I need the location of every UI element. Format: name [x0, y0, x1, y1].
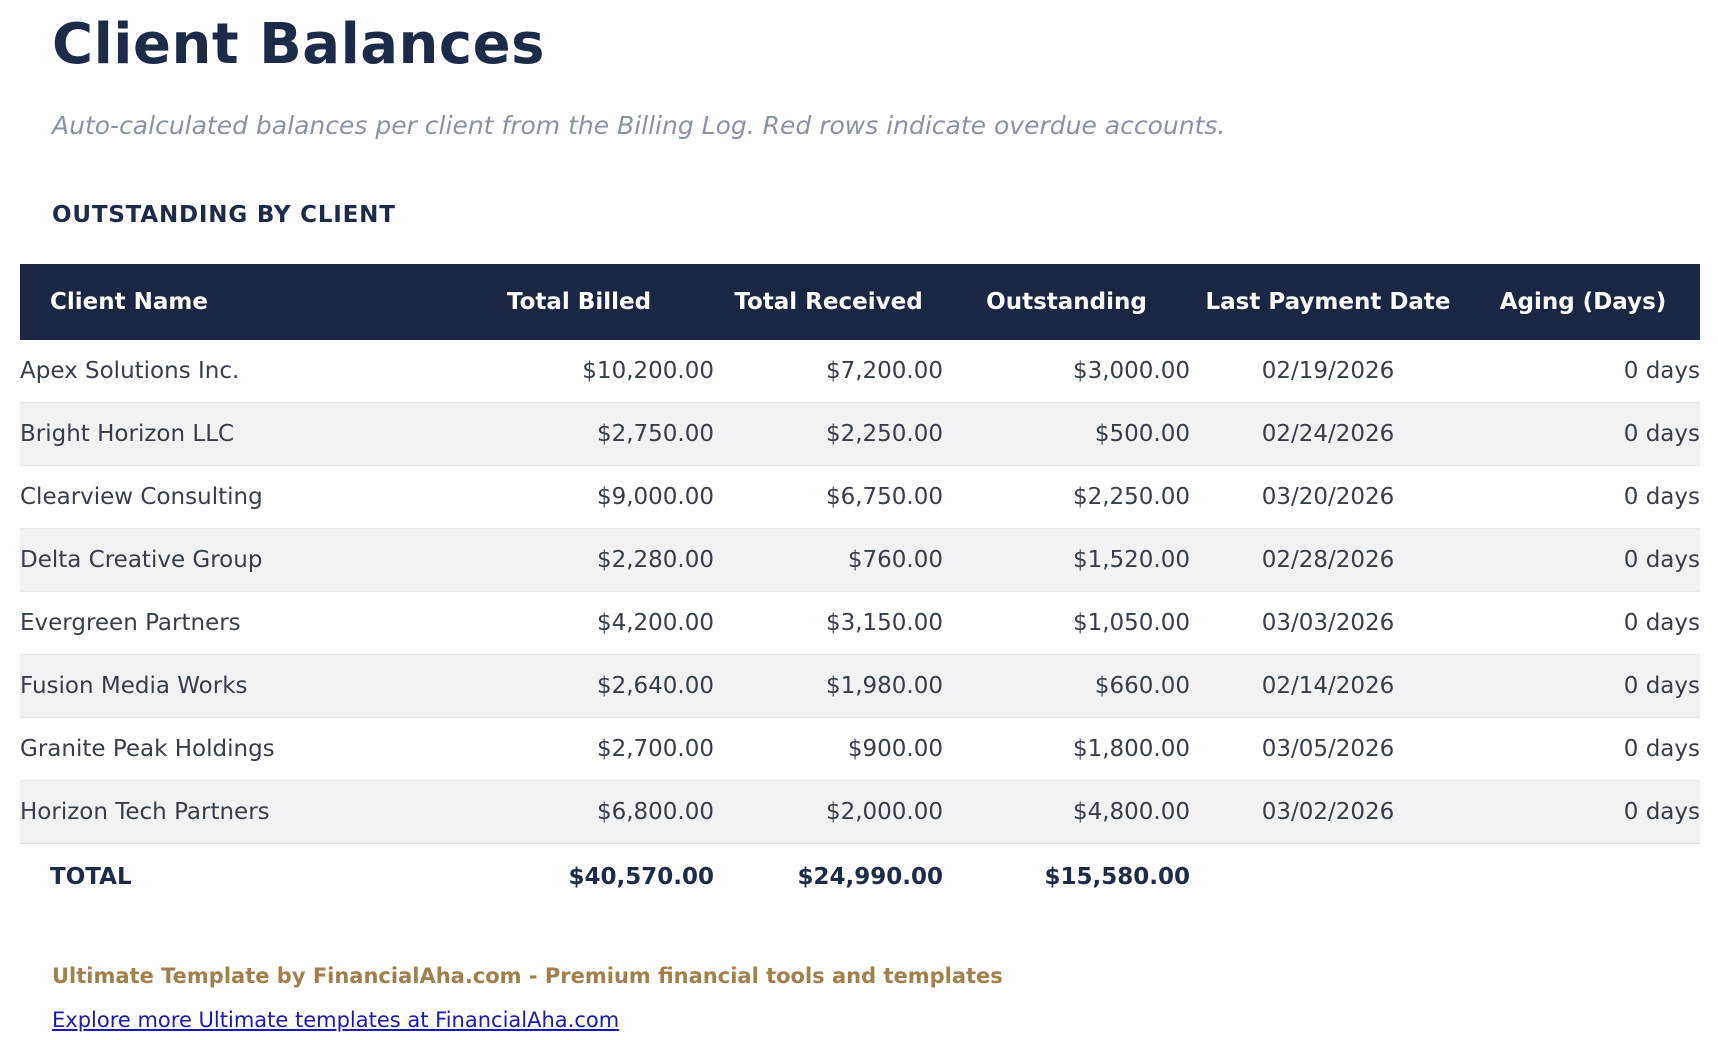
- total-label: TOTAL: [20, 844, 444, 911]
- column-header-client-name: Client Name: [20, 264, 444, 340]
- column-header-last-payment-date: Last Payment Date: [1190, 264, 1466, 340]
- total-billed-cell: $2,750.00: [444, 403, 714, 466]
- outstanding-cell: $1,800.00: [943, 718, 1190, 781]
- last-payment-date-cell: 02/24/2026: [1190, 403, 1466, 466]
- table-row: [20, 529, 1700, 592]
- client-name-cell: Granite Peak Holdings: [20, 718, 444, 781]
- table-row: [20, 781, 1700, 844]
- aging-cell: 0 days: [1466, 466, 1700, 529]
- outstanding-cell: $660.00: [943, 655, 1190, 718]
- last-payment-date-cell: 02/19/2026: [1261, 358, 1395, 384]
- outstanding-by-client-table: [20, 264, 1700, 910]
- total-billed-cell: $9,000.00: [444, 466, 714, 529]
- total-received-cell: $2,250.00: [714, 403, 943, 466]
- table-row: [20, 718, 1700, 781]
- client-name-cell: Apex Solutions Inc.: [20, 358, 240, 384]
- total-billed-cell: $4,200.00: [444, 592, 714, 655]
- explore-templates-link[interactable]: Explore more Ultimate templates at FinancialAha.com: [52, 1008, 620, 1032]
- aging-cell: 0 days: [1466, 403, 1700, 466]
- page-subtitle: Auto-calculated balances per client from the Billing Log. Red rows indicate overdue accounts.: [52, 111, 1226, 140]
- aging-cell: 0 days: [1466, 592, 1700, 655]
- total-received-cell: $900.00: [714, 718, 943, 781]
- last-payment-date-cell: 02/14/2026: [1190, 655, 1466, 718]
- total-billed-cell: $2,280.00: [444, 529, 714, 592]
- table-row: [20, 466, 1700, 529]
- outstanding-cell: $1,050.00: [943, 592, 1190, 655]
- table-row: [20, 403, 1700, 466]
- table-row: [20, 340, 1700, 403]
- table-header: [20, 264, 1700, 340]
- last-payment-date-cell: 03/02/2026: [1190, 781, 1466, 844]
- outstanding-cell: $3,000.00: [1072, 358, 1190, 384]
- total-received-cell: $760.00: [714, 529, 943, 592]
- total-billed-cell: $10,200.00: [582, 358, 714, 384]
- header-row: [20, 264, 1700, 340]
- last-payment-date-cell: 03/20/2026: [1190, 466, 1466, 529]
- aging-cell: 0 days: [1466, 655, 1700, 718]
- column-header-total-received: Total Received: [714, 264, 943, 340]
- page-title: Client Balances: [52, 12, 545, 77]
- client-name-cell: Fusion Media Works: [20, 655, 444, 718]
- total-billed-cell: $6,800.00: [444, 781, 714, 844]
- table-body: [20, 340, 1700, 844]
- column-header-outstanding: Outstanding: [943, 264, 1190, 340]
- outstanding-cell: $4,800.00: [943, 781, 1190, 844]
- total-received-cell: $6,750.00: [714, 466, 943, 529]
- total-last-payment-empty-cell: [1190, 844, 1466, 911]
- total-outstanding-value: $15,580.00: [943, 844, 1190, 911]
- client-name-cell: Horizon Tech Partners: [20, 781, 444, 844]
- aging-cell: 0 days: [1466, 781, 1700, 844]
- footer-branding-text: Ultimate Template by FinancialAha.com - Premium financial tools and templates: [52, 964, 1003, 988]
- column-header-aging-days: Aging (Days): [1466, 264, 1700, 340]
- total-received-cell: $7,200.00: [825, 358, 943, 384]
- aging-cell: 0 days: [1466, 718, 1700, 781]
- total-billed-value: $40,570.00: [444, 844, 714, 911]
- client-name-cell: Bright Horizon LLC: [20, 403, 444, 466]
- total-received-cell: $3,150.00: [714, 592, 943, 655]
- total-row: [20, 844, 1700, 911]
- aging-cell: 0 days: [1623, 358, 1700, 384]
- client-name-cell: Clearview Consulting: [20, 466, 444, 529]
- outstanding-cell: $500.00: [943, 403, 1190, 466]
- column-header-total-billed: Total Billed: [444, 264, 714, 340]
- total-billed-cell: $2,700.00: [444, 718, 714, 781]
- last-payment-date-cell: 03/03/2026: [1190, 592, 1466, 655]
- last-payment-date-cell: 03/05/2026: [1190, 718, 1466, 781]
- outstanding-cell: $1,520.00: [943, 529, 1190, 592]
- client-name-cell: Evergreen Partners: [20, 592, 444, 655]
- table-row: [20, 592, 1700, 655]
- last-payment-date-cell: 02/28/2026: [1190, 529, 1466, 592]
- total-received-value: $24,990.00: [714, 844, 943, 911]
- section-heading: OUTSTANDING BY CLIENT: [52, 202, 396, 228]
- total-received-cell: $2,000.00: [714, 781, 943, 844]
- outstanding-cell: $2,250.00: [943, 466, 1190, 529]
- total-billed-cell: $2,640.00: [444, 655, 714, 718]
- aging-cell: 0 days: [1466, 529, 1700, 592]
- table-total: [20, 844, 1700, 911]
- client-name-cell: Delta Creative Group: [20, 529, 444, 592]
- total-aging-empty-cell: [1466, 844, 1700, 911]
- total-received-cell: $1,980.00: [714, 655, 943, 718]
- table-row: [20, 655, 1700, 718]
